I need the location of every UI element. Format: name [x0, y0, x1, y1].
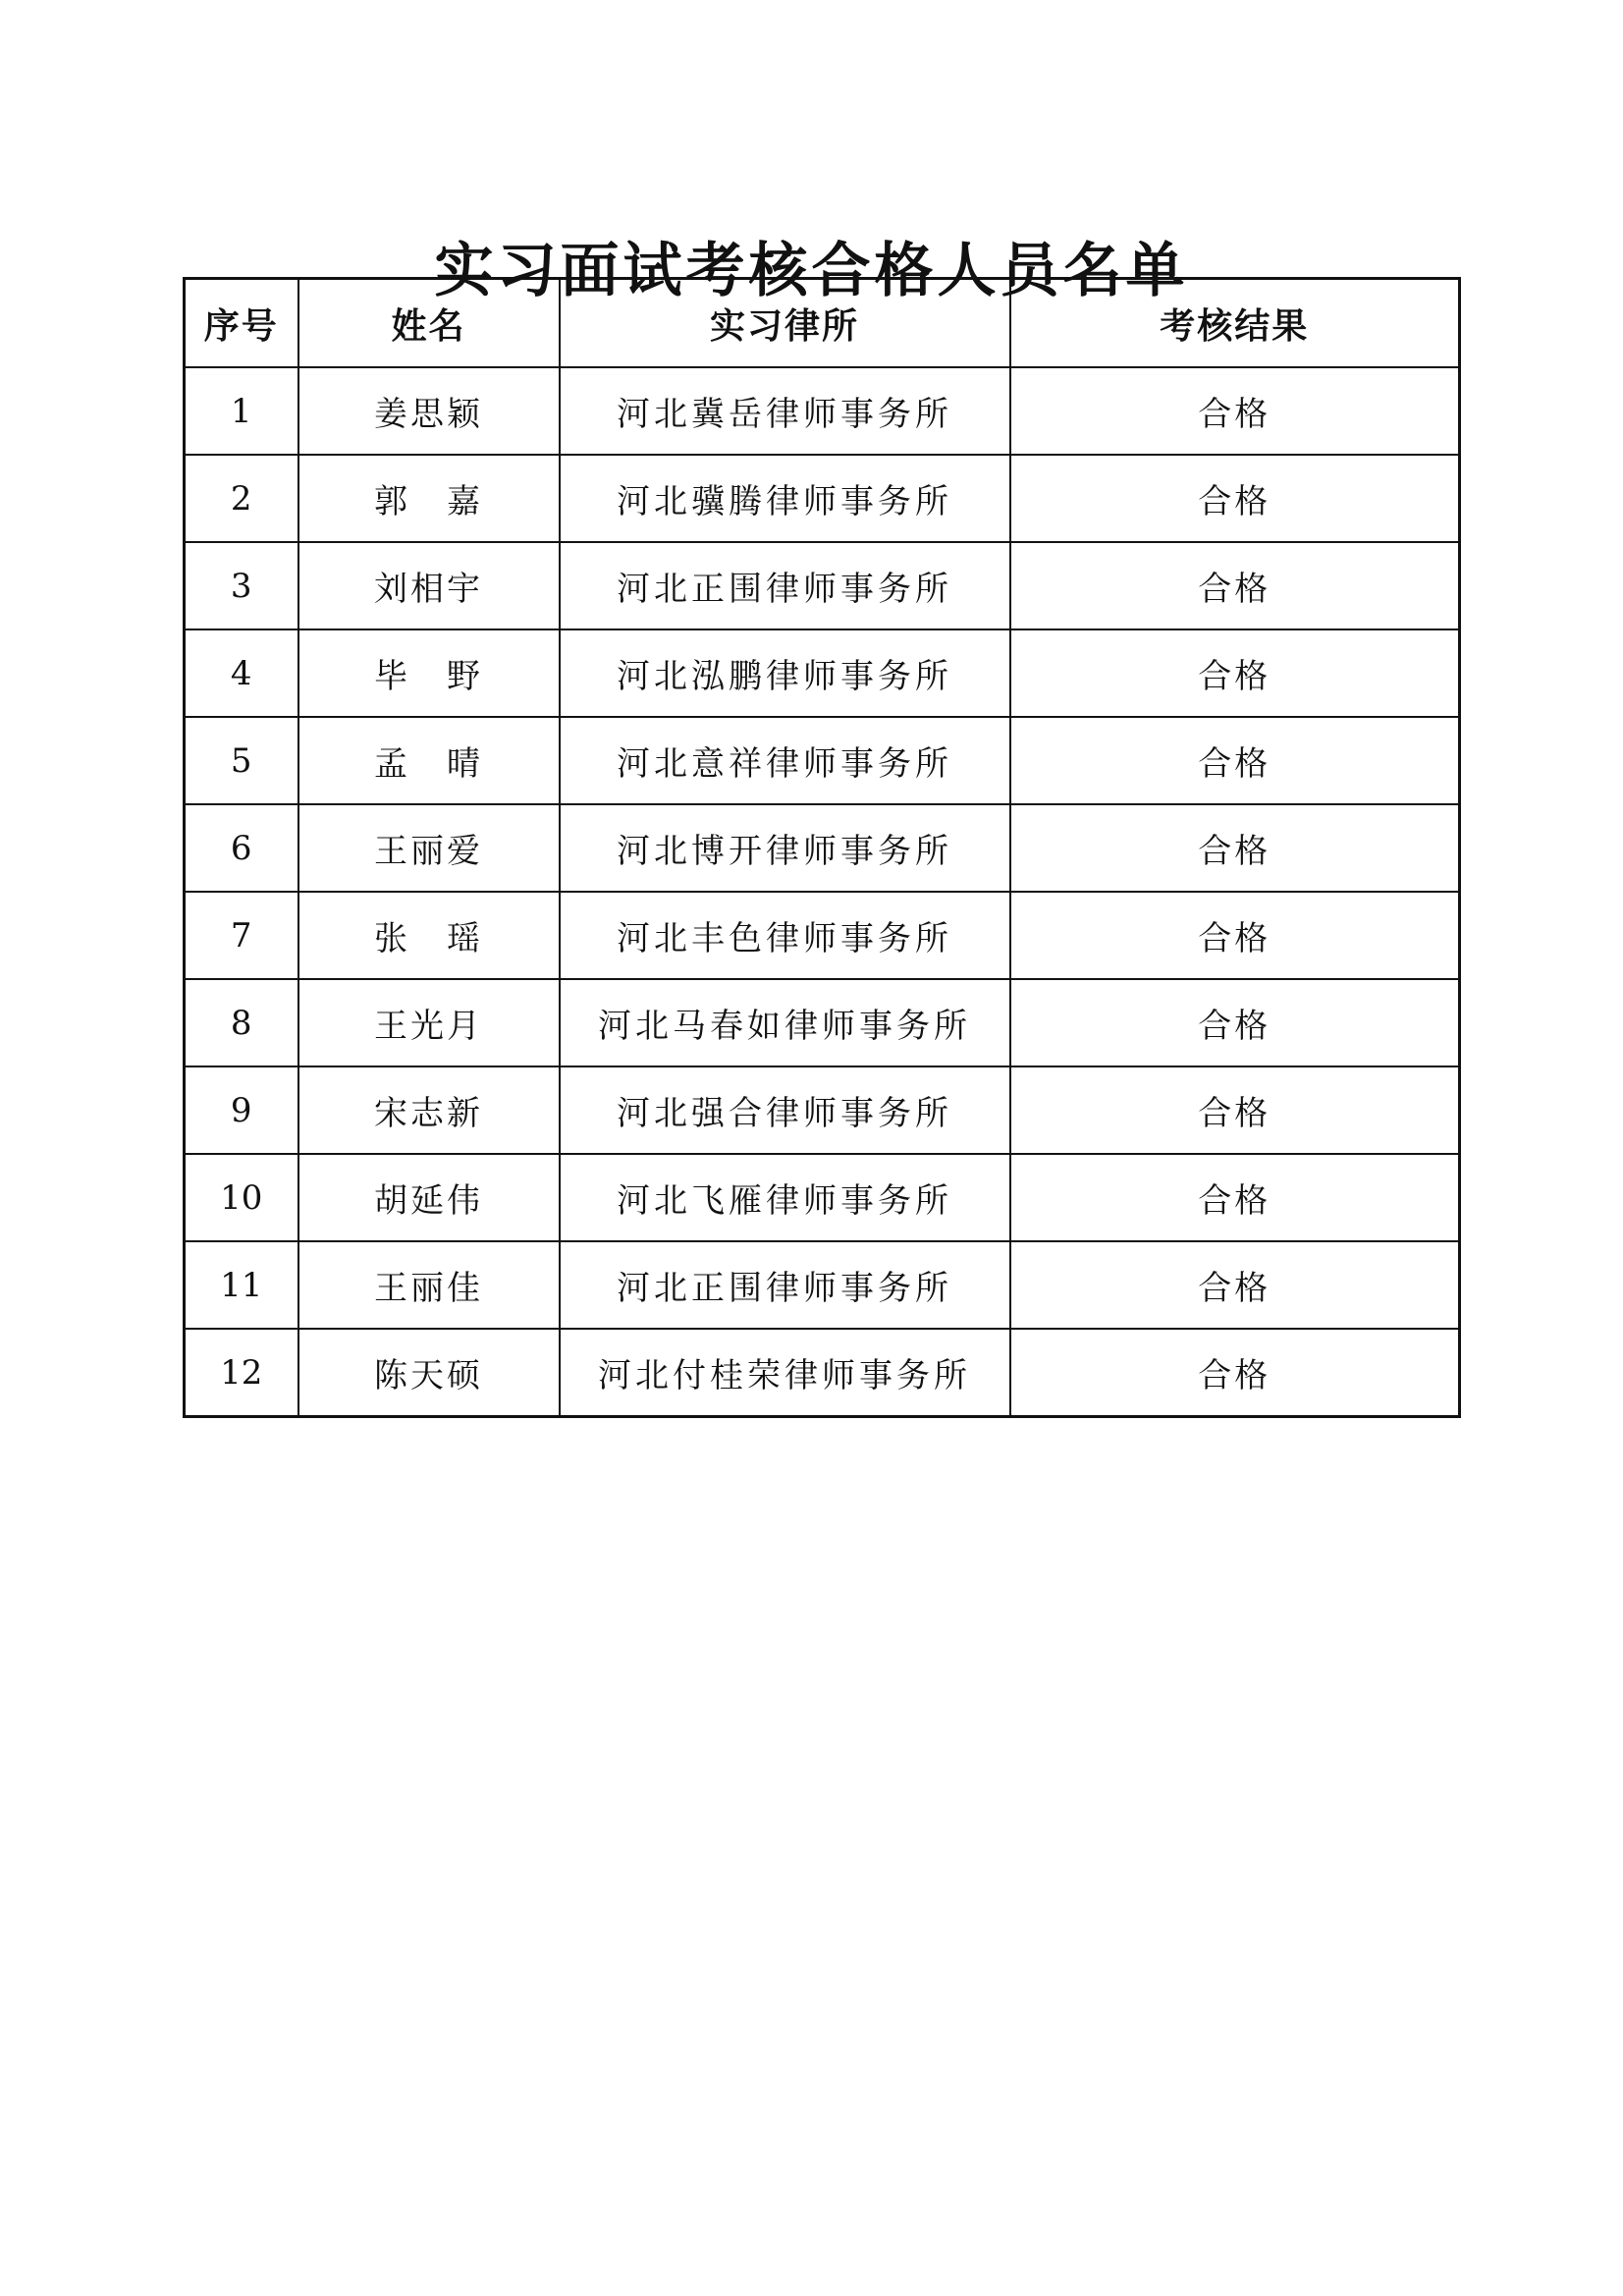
cell-firm: 河北泓鹏律师事务所	[560, 629, 1010, 717]
cell-firm: 河北强合律师事务所	[560, 1066, 1010, 1154]
cell-seq: 4	[185, 629, 298, 717]
cell-result: 合格	[1010, 367, 1460, 455]
cell-result: 合格	[1010, 542, 1460, 629]
header-result: 考核结果	[1010, 279, 1460, 368]
table-row	[185, 367, 1460, 455]
cell-seq: 5	[185, 717, 298, 804]
table-row	[185, 1241, 1460, 1329]
table-row	[185, 1154, 1460, 1241]
cell-firm: 河北冀岳律师事务所	[560, 367, 1010, 455]
cell-name: 郭 嘉	[298, 455, 560, 542]
cell-result: 合格	[1010, 455, 1460, 542]
cell-result: 合格	[1010, 1154, 1460, 1241]
table-row	[185, 629, 1460, 717]
table-row	[185, 1066, 1460, 1154]
cell-seq: 9	[185, 1066, 298, 1154]
table-row	[185, 455, 1460, 542]
cell-firm: 河北正围律师事务所	[560, 542, 1010, 629]
cell-name: 王丽爱	[298, 804, 560, 892]
cell-seq: 2	[185, 455, 298, 542]
cell-name: 陈天硕	[298, 1329, 560, 1417]
cell-firm: 河北马春如律师事务所	[560, 979, 1010, 1066]
cell-firm: 河北博开律师事务所	[560, 804, 1010, 892]
cell-seq: 11	[185, 1241, 298, 1329]
cell-result: 合格	[1010, 1241, 1460, 1329]
table-row	[185, 1329, 1460, 1417]
cell-seq: 7	[185, 892, 298, 979]
cell-result: 合格	[1010, 1329, 1460, 1417]
cell-result: 合格	[1010, 892, 1460, 979]
cell-name: 姜思颖	[298, 367, 560, 455]
cell-name: 王光月	[298, 979, 560, 1066]
cell-firm: 河北丰色律师事务所	[560, 892, 1010, 979]
cell-seq: 3	[185, 542, 298, 629]
table-row	[185, 717, 1460, 804]
cell-result: 合格	[1010, 804, 1460, 892]
header-firm: 实习律所	[560, 279, 1010, 368]
cell-name: 刘相宇	[298, 542, 560, 629]
cell-seq: 6	[185, 804, 298, 892]
cell-seq: 12	[185, 1329, 298, 1417]
cell-result: 合格	[1010, 1066, 1460, 1154]
page-title: 实习面试考核合格人员名单	[434, 237, 1189, 306]
cell-name: 胡延伟	[298, 1154, 560, 1241]
cell-seq: 1	[185, 367, 298, 455]
cell-name: 王丽佳	[298, 1241, 560, 1329]
header-seq: 序号	[185, 279, 298, 368]
cell-firm: 河北正围律师事务所	[560, 1241, 1010, 1329]
table-row	[185, 892, 1460, 979]
cell-result: 合格	[1010, 979, 1460, 1066]
cell-result: 合格	[1010, 629, 1460, 717]
cell-firm: 河北意祥律师事务所	[560, 717, 1010, 804]
cell-name: 毕 野	[298, 629, 560, 717]
cell-firm: 河北付桂荣律师事务所	[560, 1329, 1010, 1417]
header-name: 姓名	[298, 279, 560, 368]
cell-seq: 8	[185, 979, 298, 1066]
cell-firm: 河北骥腾律师事务所	[560, 455, 1010, 542]
cell-result: 合格	[1010, 717, 1460, 804]
roster-table	[183, 277, 1461, 1418]
cell-seq: 10	[185, 1154, 298, 1241]
header-row	[185, 279, 1460, 368]
cell-firm: 河北飞雁律师事务所	[560, 1154, 1010, 1241]
cell-name: 孟 晴	[298, 717, 560, 804]
table-row	[185, 979, 1460, 1066]
table-row	[185, 804, 1460, 892]
cell-name: 张 瑶	[298, 892, 560, 979]
table-row	[185, 542, 1460, 629]
cell-name: 宋志新	[298, 1066, 560, 1154]
